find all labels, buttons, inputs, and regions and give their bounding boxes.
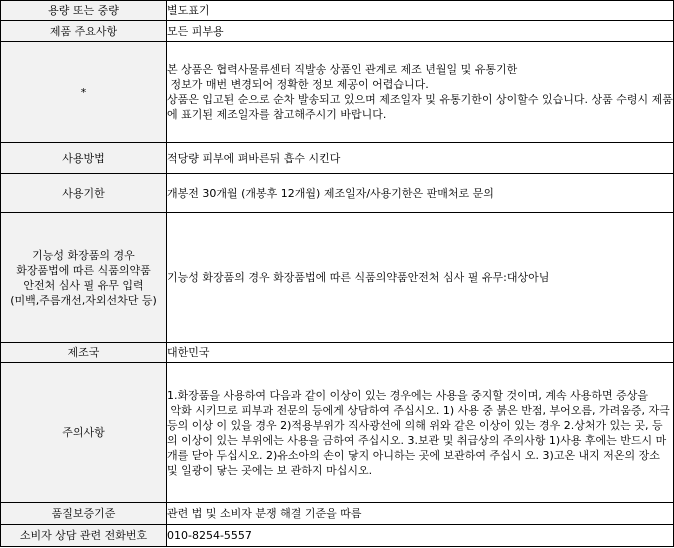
row-label: 소비자 상담 관련 전화번호 [1,525,167,547]
value-line: 본 상품은 협력사물류센터 직발송 상품인 관계로 제조 년월일 및 유통기한 [167,63,518,76]
row-label: 주의사항 [1,363,167,503]
value-line: 010-8254-5557 [167,529,252,542]
row-label: 제품 주요사항 [1,21,167,42]
value-line: 상품은 입고된 순으로 순차 발송되고 있으며 제조일자 및 유통기한이 상이할수 있습니다. 상품 수령시 제품에 표기된 제조일자를 참고해주시기 바랍니다. [167,93,673,121]
row-value [167,143,674,174]
row-label: 기능성 화장품의 경우 화장품법에 따른 식품의약품 안전처 심사 필 유무 입력 (미백,주름개선,자외선차단 등) [1,213,167,343]
table-row [1,42,674,143]
row-value [167,213,674,343]
value-line: 모든 피부용 [167,24,224,38]
table-row [1,143,674,174]
table-row [1,213,674,343]
row-label: 품질보증기준 [1,503,167,525]
value-line: 정보가 매번 변경되어 정확한 정보 제공이 어렵습니다. [167,78,429,91]
value-line: 개봉전 30개월 (개봉후 12개월) 제조일자/사용기한은 판매처로 문의 [167,186,494,200]
row-value [167,21,674,42]
row-value [167,42,674,143]
value-line: 별도표기 [167,4,210,17]
value-line: 적당량 피부에 펴바른뒤 흡수 시킨다 [167,151,341,165]
value-line: 대한민국 [167,346,210,359]
value-line: 기능성 화장품의 경우 화장품법에 따른 식품의약품안전처 심사 필 유무:대상아님 [167,271,550,284]
table-row [1,21,674,42]
table-row [1,503,674,525]
row-value [167,363,674,503]
row-label: 사용방법 [1,143,167,174]
table-row [1,1,674,21]
table-row [1,525,674,547]
table-row [1,174,674,213]
row-value [167,503,674,525]
value-line: 1.화장품을 사용하여 다음과 같이 이상이 있는 경우에는 사용을 중지할 것이며, 계속 사용하면 증상을 [167,388,648,402]
row-value [167,174,674,213]
table-row [1,343,674,363]
row-value [167,343,674,363]
row-label: 용량 또는 중량 [1,1,167,21]
row-label: 제조국 [1,343,167,363]
table-row [1,363,674,503]
value-line: 악화 시키므로 피부과 전문의 등에게 상담하여 주십시오. 1) 사용 중 붉은 반점, 부어오름, 가려움증, 자극 등의 이상 이 있을 경우 2)적용부위가 직사광선에 의해 위와 같은 이상이 있는 경우 2.상처가 있는 곳, 등의 이상이 있는 부위에는 사용을 금하여 주십시오. 3.보관 및 취급상의 주의사항 1)사용 후에는 반드시 마개를 닫아 두십시오. 2)유소아의 손이 닿지 아니하는 곳에 보관하여 주십시 오. 3)고온 내지 저온의 장소 및 일광이 닿는 곳에는 보 관하지 마십시오. [167,403,674,477]
row-label: 사용기한 [1,174,167,213]
row-value [167,525,674,547]
value-line: 관련 법 및 소비자 분쟁 해결 기준을 따름 [167,507,362,520]
row-label: * [1,42,167,143]
row-value [167,1,674,21]
